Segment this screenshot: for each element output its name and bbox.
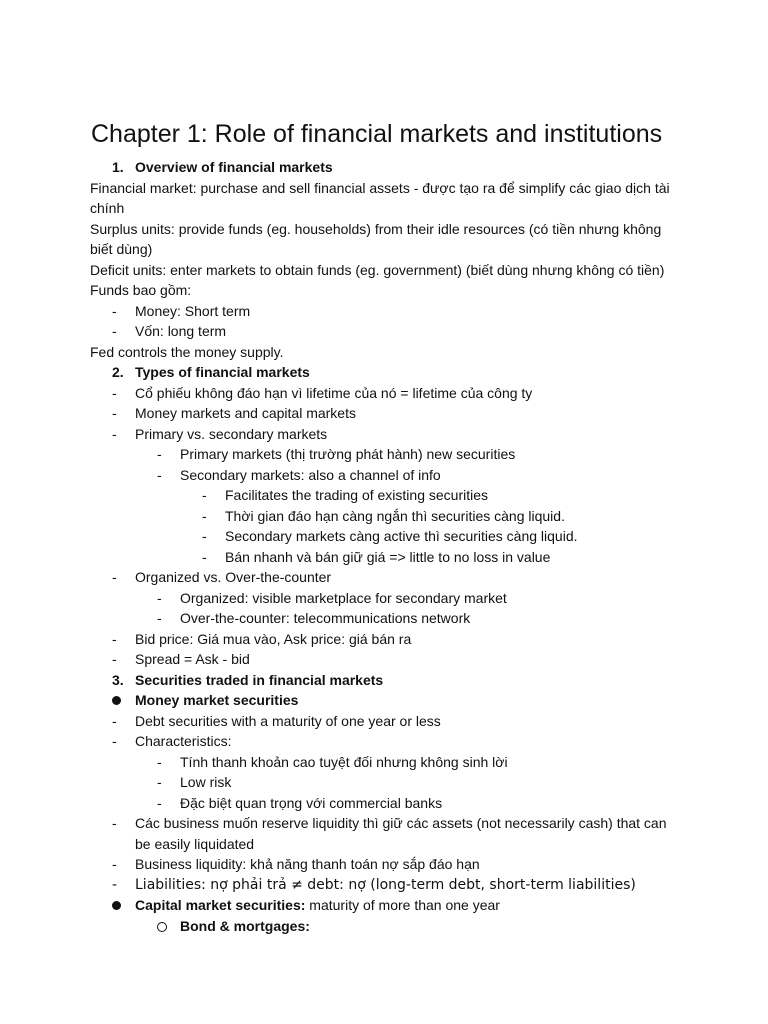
- list-item-text: Bid price: Giá mua vào, Ask price: giá bán ra: [135, 630, 412, 647]
- dash-marker: -: [112, 405, 117, 421]
- paragraph-line: [90, 239, 690, 260]
- list-item-text: Cổ phiếu không đáo hạn vì lifetime của nó = lifetime của công ty: [135, 384, 533, 401]
- list-item: [90, 875, 690, 896]
- dash-marker: -: [112, 712, 117, 729]
- list-item: [90, 485, 690, 506]
- dash-marker: -: [112, 733, 117, 749]
- bullet-item: [90, 895, 690, 916]
- list-item: [90, 526, 690, 547]
- bullet-marker: [157, 916, 180, 938]
- list-item-text: Money markets and capital markets: [135, 405, 356, 421]
- text-line: biết dùng): [90, 241, 153, 257]
- numbered-heading: [90, 670, 690, 691]
- text-line: Funds bao gồm:: [90, 282, 192, 298]
- list-item-text: be easily liquidated: [135, 835, 255, 852]
- list-item: [90, 793, 690, 814]
- list-item-text: Facilitates the trading of existing securities: [225, 487, 489, 503]
- list-item-text: Đặc biệt quan trọng với commercial banks: [180, 794, 443, 811]
- sub-bullet-heading: Bond & mortgages:: [180, 917, 310, 934]
- paragraph-line: [90, 219, 690, 240]
- section-heading: Overview of financial markets: [135, 159, 333, 175]
- bullet-marker: [112, 895, 135, 916]
- list-item: [90, 854, 690, 875]
- list-item: [90, 649, 690, 670]
- dash-marker: -: [112, 323, 117, 339]
- numbered-heading: [90, 362, 690, 383]
- list-item: [90, 321, 690, 342]
- text-line: Surplus units: provide funds (eg. households) from their idle resources (có tiền nhưng không: [90, 220, 662, 237]
- dash-marker: -: [112, 425, 117, 442]
- dash-marker: -: [157, 610, 162, 626]
- list-item-text: Tính thanh khoản cao tuyệt đối nhưng không sinh lời: [180, 753, 508, 770]
- list-item: [90, 424, 690, 445]
- list-item-text: Liabilities: nợ phải trả ≠ debt: nợ (long-term debt, short-term liabilities): [135, 876, 636, 893]
- bullet-description: maturity of more than one year: [305, 897, 500, 913]
- bullet-marker: [112, 690, 135, 711]
- list-item: [90, 383, 690, 404]
- list-item-text: Debt securities with a maturity of one year or less: [135, 712, 441, 729]
- list-number: 3.: [112, 671, 124, 688]
- list-item: [90, 772, 690, 793]
- paragraph-line: [90, 342, 690, 363]
- list-item-continuation: [90, 834, 690, 855]
- list-item: [90, 506, 690, 527]
- list-item: [90, 731, 690, 752]
- bullet-heading: Money market securities: [135, 692, 299, 708]
- dash-marker: -: [157, 774, 162, 790]
- list-item-text: Các business muốn reserve liquidity thì giữ các assets (not necessarily cash) that can: [135, 815, 667, 831]
- list-item-text: Low risk: [180, 774, 232, 790]
- filled-circle-icon: [112, 901, 121, 910]
- dash-marker: -: [157, 753, 162, 770]
- list-item: [90, 629, 690, 650]
- list-item-text: Thời gian đáo hạn càng ngắn thì securities càng liquid.: [225, 507, 565, 524]
- dash-marker: -: [202, 507, 207, 524]
- list-item: [90, 752, 690, 773]
- text-line: Fed controls the money supply.: [90, 343, 284, 360]
- dash-marker: -: [112, 875, 117, 893]
- dash-marker: -: [112, 384, 117, 401]
- section-heading: Securities traded in financial markets: [135, 671, 384, 688]
- list-item-text: Characteristics:: [135, 733, 232, 749]
- hollow-circle-icon: [157, 922, 167, 932]
- dash-marker: -: [112, 651, 117, 667]
- dash-marker: -: [112, 569, 117, 585]
- dash-marker: -: [157, 794, 162, 811]
- list-item: [90, 711, 690, 732]
- list-item: [90, 301, 690, 322]
- list-item: [90, 403, 690, 424]
- dash-marker: -: [157, 446, 162, 462]
- list-item: [90, 608, 690, 629]
- list-item: [90, 567, 690, 588]
- list-number: 2.: [112, 364, 124, 380]
- filled-circle-icon: [112, 696, 121, 705]
- list-item-text: Organized: visible marketplace for secondary market: [180, 589, 507, 606]
- list-item-text: Vốn: long term: [135, 323, 227, 339]
- document-body: [90, 157, 690, 937]
- dash-marker: -: [202, 487, 207, 503]
- list-item-text: Primary vs. secondary markets: [135, 425, 328, 442]
- dash-marker: -: [202, 528, 207, 544]
- dash-marker: -: [157, 466, 162, 483]
- paragraph-line: [90, 198, 690, 219]
- bullet-item: [90, 690, 690, 711]
- text-line: Deficit units: enter markets to obtain funds (eg. government) (biết dùng nhưng không có tiền): [90, 261, 665, 278]
- list-item-text: Over-the-counter: telecommunications network: [180, 610, 471, 626]
- list-item-text: Secondary markets: also a channel of info: [180, 466, 441, 483]
- list-item-text: Organized vs. Over-the-counter: [135, 569, 332, 585]
- list-item-text: Secondary markets càng active thì securities càng liquid.: [225, 528, 578, 544]
- page-title: Chapter 1: Role of financial markets and institutions: [91, 120, 663, 148]
- list-item-text: Spread = Ask - bid: [135, 651, 250, 667]
- list-number: 1.: [112, 159, 124, 175]
- list-item: [90, 444, 690, 465]
- text-line: Financial market: purchase and sell financial assets - được tạo ra để simplify các giao dịch tài: [90, 179, 670, 196]
- sub-bullet-item: [90, 916, 690, 938]
- list-item: [90, 588, 690, 609]
- dash-marker: -: [112, 815, 117, 831]
- list-item: [90, 465, 690, 486]
- dash-marker: -: [112, 856, 117, 872]
- bullet-heading: Capital market securities:: [135, 897, 306, 913]
- text-line: chính: [90, 200, 125, 216]
- paragraph-line: [90, 280, 690, 301]
- section-heading: Types of financial markets: [135, 364, 310, 380]
- list-item: [90, 547, 690, 568]
- list-item-text: Primary markets (thị trường phát hành) new securities: [180, 446, 516, 462]
- dash-marker: -: [202, 548, 207, 565]
- list-item-text: Money: Short term: [135, 302, 251, 319]
- paragraph-line: [90, 178, 690, 199]
- list-item: [90, 813, 690, 834]
- list-item-text: Business liquidity: khả năng thanh toán nợ sắp đáo hạn: [135, 856, 480, 872]
- numbered-heading: [90, 157, 690, 178]
- dash-marker: -: [112, 630, 117, 647]
- paragraph-line: [90, 260, 690, 281]
- dash-marker: -: [112, 302, 117, 319]
- dash-marker: -: [157, 589, 162, 606]
- list-item-text: Bán nhanh và bán giữ giá => little to no loss in value: [225, 548, 551, 565]
- bullet-text: [135, 895, 690, 916]
